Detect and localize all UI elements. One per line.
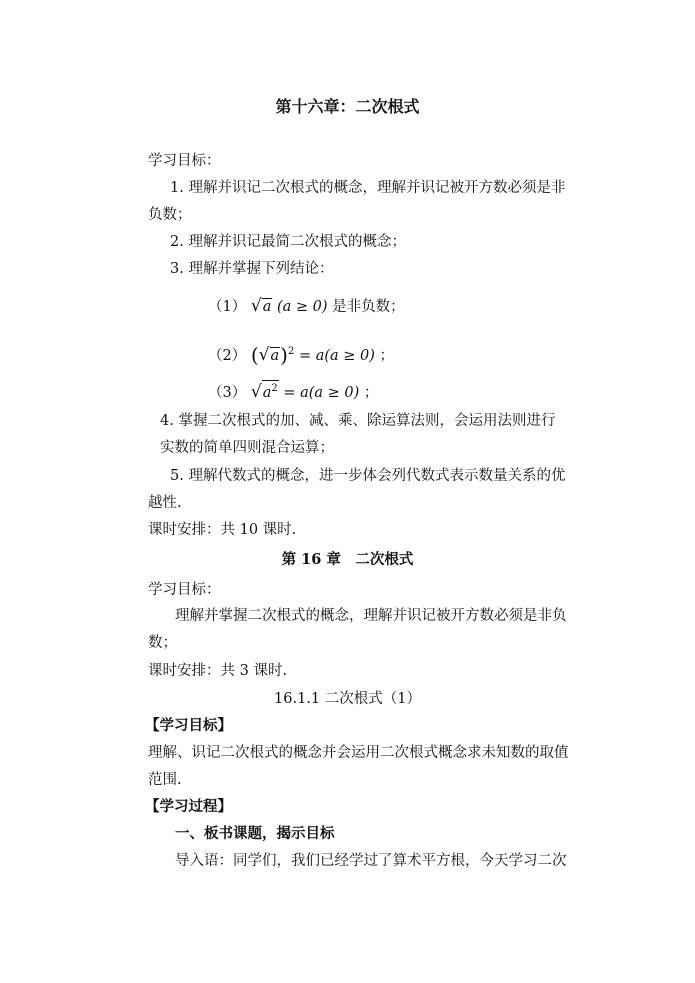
conclusion-2-text: ； <box>379 347 395 364</box>
chapter-16-schedule: 课时安排：共 3 课时. <box>148 663 288 679</box>
conclusion-1 <box>208 296 405 317</box>
process-heading: 【学习过程】 <box>145 798 232 815</box>
goal-1-line1: 1. 理解并识记二次根式的概念，理解并识记被开方数必须是非 <box>170 180 566 196</box>
chapter-16-title: 第 16 章 二次根式 <box>281 551 414 568</box>
goal-3: 3. 理解并掌握下列结论： <box>170 261 334 277</box>
condition-expression: (a ≥ 0) <box>276 299 328 315</box>
chapter-16-goal-line2: 数； <box>148 635 177 651</box>
goal-2: 2. 理解并识记最简二次根式的概念； <box>170 234 406 250</box>
page-title: 第十六章：二次根式 <box>275 97 420 116</box>
sqrt-a-expression: √a <box>250 296 272 316</box>
sqrt-a-squared-expression: √a <box>258 344 280 365</box>
chapter-16-goal-line1: 理解并掌握二次根式的概念，理解并识记被开方数必须是非负 <box>175 608 567 624</box>
goal-5-line2: 越性. <box>148 495 182 511</box>
goals-heading: 学习目标： <box>148 153 221 169</box>
section-goal-line2: 范围. <box>148 772 182 788</box>
goal-5-line1: 5. 理解代数式的概念，进一步体会列代数式表示数量关系的优 <box>170 468 566 484</box>
conclusion-2-num: （2） <box>208 347 247 364</box>
conclusion-2: （2） $(√a)^2 = a(a \ge 0)$ ； <box>208 342 395 367</box>
schedule-total: 课时安排：共 10 课时. <box>148 522 297 538</box>
goal-4-line2: 实数的简单四则混合运算； <box>160 440 334 456</box>
goal-1-line2: 负数； <box>148 207 192 223</box>
goal-4-line1: 4. 掌握二次根式的加、减、乘、除运算法则，会运用法则进行 <box>160 413 556 429</box>
section-goal-heading: 【学习目标】 <box>145 717 232 734</box>
conclusion-1-num: （1） <box>208 299 247 315</box>
conclusion-3-text: ； <box>363 384 379 401</box>
conclusion-3-num: （3） <box>208 384 247 401</box>
sqrt-a2-expression: $√a^2$ <box>250 381 278 402</box>
chapter-16-goals-heading: 学习目标： <box>148 582 221 598</box>
conclusion-1-text: 是非负数； <box>332 299 405 315</box>
step-1-heading: 一、板书课题，揭示目标 <box>175 825 335 842</box>
section-title: 16.1.1 二次根式（1） <box>274 691 421 707</box>
section-goal-line1: 理解、识记二次根式的概念并会运用二次根式概念求未知数的取值 <box>148 745 569 761</box>
conclusion-3: （3） $√a^2 = a(a \ge 0)$ ； <box>208 381 379 402</box>
intro-text: 导入语：同学们，我们已经学过了算术平方根，今天学习二次 <box>175 853 567 869</box>
